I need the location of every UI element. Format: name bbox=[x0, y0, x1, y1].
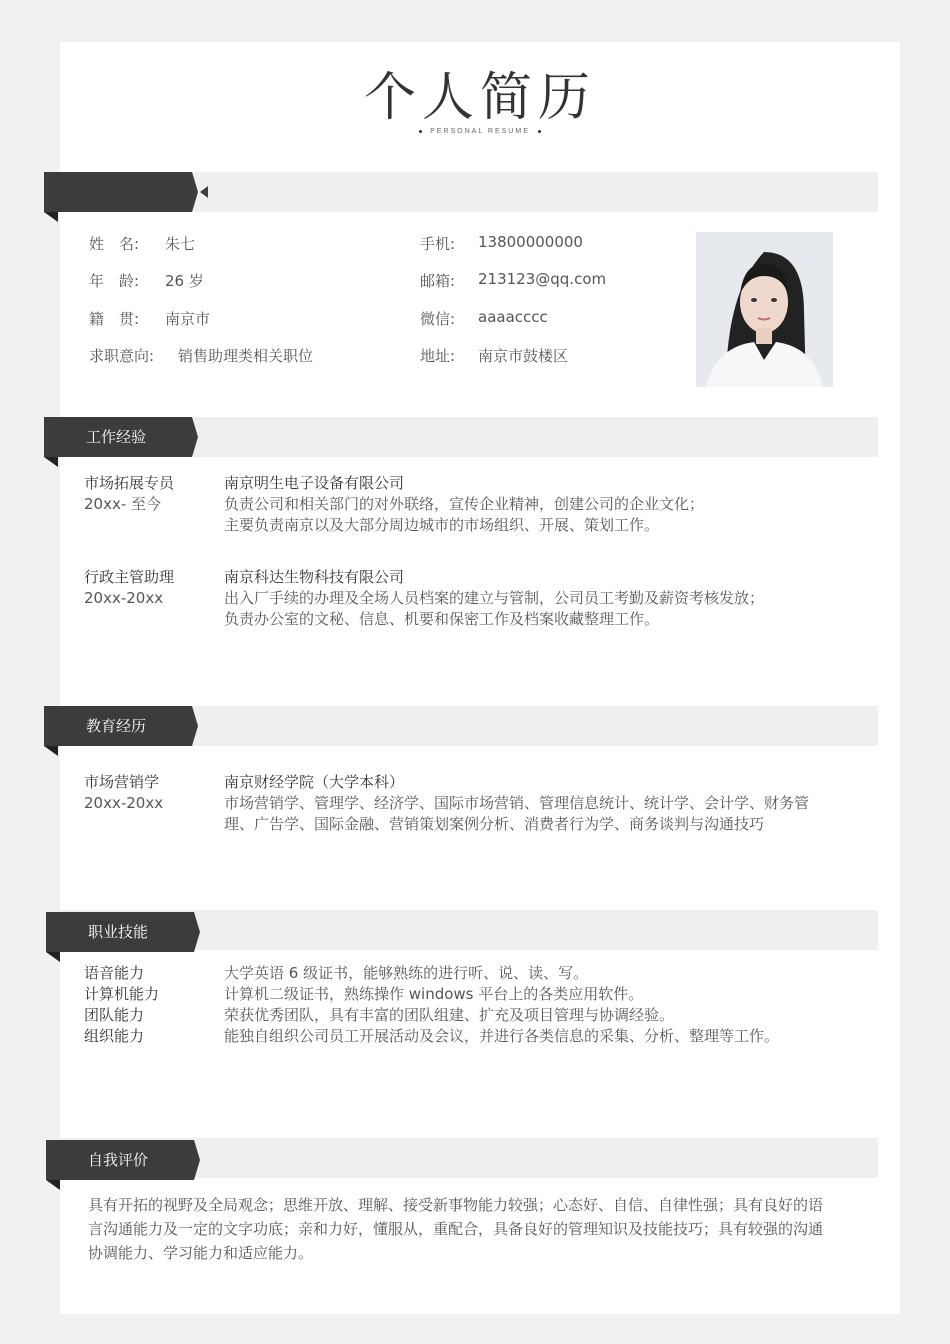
skill-name: 组织能力 bbox=[84, 1027, 145, 1045]
work-period: 20xx-20xx bbox=[84, 589, 164, 607]
education-section-tab: 教育经历 bbox=[44, 706, 192, 746]
skill-name: 团队能力 bbox=[84, 1006, 145, 1024]
page-subtitle bbox=[60, 128, 900, 135]
hometown-label: 籍 贯: bbox=[89, 310, 140, 328]
subtitle-text: PERSONAL RESUME bbox=[430, 128, 530, 135]
wechat-value: aaaacccc bbox=[478, 308, 548, 326]
portrait-image bbox=[696, 232, 833, 387]
duty-line: 负责办公室的文秘、信息、机要和保密工作及档案收藏整理工作。 bbox=[224, 610, 660, 628]
course-line: 市场营销学、管理学、经济学、国际市场营销、管理信息统计、统计学、会计学、财务管 bbox=[224, 794, 810, 812]
self-eval-line: 具有开拓的视野及全局观念；思维开放、理解、接受新事物能力较强；心态好、自信、自律性强；具有良好的语 bbox=[88, 1196, 824, 1214]
basic-info-tab bbox=[44, 172, 192, 212]
email-label: 邮箱: bbox=[420, 272, 456, 290]
resume-title-block bbox=[60, 66, 900, 146]
duty-line: 负责公司和相关部门的对外联络，宣传企业精神，创建公司的企业文化； bbox=[224, 495, 705, 513]
dot-icon bbox=[538, 130, 541, 133]
skills-section-tab: 职业技能 bbox=[46, 912, 194, 952]
wechat-label: 微信: bbox=[420, 310, 456, 328]
email-value: 213123@qq.com bbox=[478, 270, 607, 288]
company-name: 南京明生电子设备有限公司 bbox=[224, 474, 405, 492]
objective-label: 求职意向: bbox=[89, 347, 155, 365]
address-label: 地址: bbox=[420, 347, 456, 365]
course-line: 理、广告学、国际金融、营销策划案例分析、消费者行为学、商务谈判与沟通技巧 bbox=[224, 815, 765, 833]
self-eval-line: 协调能力、学习能力和适应能力。 bbox=[88, 1244, 314, 1262]
phone-value: 13800000000 bbox=[478, 233, 583, 251]
profile-photo bbox=[696, 232, 833, 387]
major-name: 市场营销学 bbox=[84, 773, 160, 791]
self-eval-line: 言沟通能力及一定的文字功底；亲和力好，懂服从，重配合，具备良好的管理知识及技能技巧；具有较强的沟通 bbox=[88, 1220, 824, 1238]
arrow-left-icon bbox=[200, 186, 208, 198]
work-section-tab: 工作经验 bbox=[44, 417, 192, 457]
work-period: 20xx- 至今 bbox=[84, 495, 162, 513]
fold-decoration bbox=[46, 952, 60, 962]
fold-decoration bbox=[46, 1180, 60, 1190]
fold-decoration bbox=[44, 212, 58, 222]
skill-name: 计算机能力 bbox=[84, 985, 160, 1003]
dot-icon bbox=[419, 130, 422, 133]
age-label: 年 龄: bbox=[89, 272, 140, 290]
self-eval-text bbox=[88, 1193, 874, 1265]
position-title: 行政主管助理 bbox=[84, 568, 175, 586]
age-value: 26 岁 bbox=[165, 272, 204, 290]
duty-line: 主要负责南京以及大部分周边城市的市场组织、开展、策划工作。 bbox=[224, 516, 660, 534]
address-value: 南京市鼓楼区 bbox=[478, 347, 569, 365]
page-title: 个人简历 bbox=[363, 68, 596, 128]
skill-desc: 计算机二级证书，熟练操作 windows 平台上的各类应用软件。 bbox=[224, 985, 644, 1003]
skill-desc: 荣获优秀团队，具有丰富的团队组建、扩充及项目管理与协调经验。 bbox=[224, 1006, 675, 1024]
resume-page bbox=[60, 42, 900, 1314]
skill-desc: 大学英语 6 级证书，能够熟练的进行听、说、读、写。 bbox=[224, 964, 589, 982]
phone-label: 手机: bbox=[420, 235, 456, 253]
fold-decoration bbox=[44, 746, 58, 756]
self-eval-section-tab: 自我评价 bbox=[46, 1140, 194, 1180]
name-value: 朱七 bbox=[165, 235, 196, 253]
skill-desc: 能独自组织公司员工开展活动及会议，并进行各类信息的采集、分析、整理等工作。 bbox=[224, 1027, 780, 1045]
school-name: 南京财经学院（大学本科） bbox=[224, 773, 405, 791]
hometown-value: 南京市 bbox=[165, 310, 211, 328]
fold-decoration bbox=[44, 457, 58, 467]
duty-line: 出入厂手续的办理及全场人员档案的建立与管制，公司员工考勤及薪资考核发放； bbox=[224, 589, 765, 607]
position-title: 市场拓展专员 bbox=[84, 474, 175, 492]
education-period: 20xx-20xx bbox=[84, 794, 164, 812]
objective-value: 销售助理类相关职位 bbox=[178, 347, 314, 365]
name-label: 姓 名: bbox=[89, 235, 140, 253]
skill-name: 语音能力 bbox=[84, 964, 145, 982]
company-name: 南京科达生物科技有限公司 bbox=[224, 568, 405, 586]
